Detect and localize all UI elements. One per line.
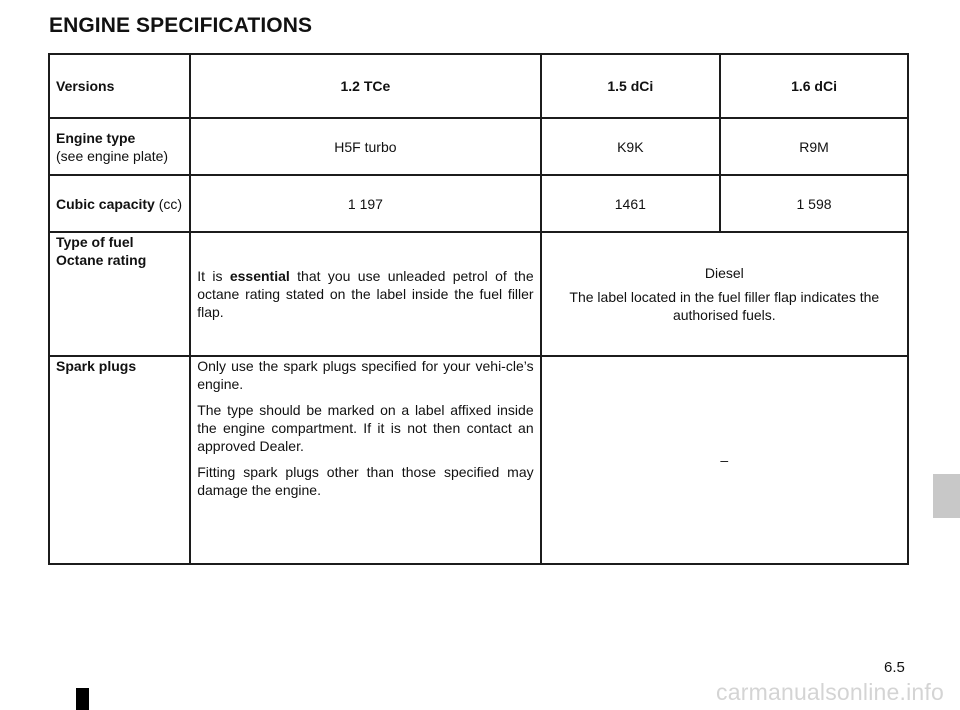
spark-plugs-label bbox=[49, 356, 190, 564]
fuel-label-octane: Octane rating bbox=[56, 252, 147, 268]
cubic-capacity-16dci: 1 598 bbox=[720, 175, 908, 232]
fuel-petrol-emphasis: essential bbox=[229, 268, 290, 284]
engine-spec-table bbox=[48, 53, 909, 565]
watermark: carmanualsonline.info bbox=[716, 679, 944, 705]
fuel-diesel-cell bbox=[541, 232, 908, 356]
fuel-label bbox=[49, 232, 190, 356]
crop-mark bbox=[76, 688, 89, 710]
spark-plugs-diesel-value: – bbox=[541, 356, 908, 564]
column-header-16dci: 1.6 dCi bbox=[720, 54, 908, 118]
engine-type-label bbox=[49, 118, 190, 175]
page-title: ENGINE SPECIFICATIONS bbox=[49, 14, 313, 37]
fuel-diesel-note: The label located in the fuel filler flap indicates the authorised fuels. bbox=[569, 289, 880, 323]
table-row-engine-type bbox=[49, 118, 908, 175]
fuel-petrol-note bbox=[190, 232, 540, 356]
versions-header: Versions bbox=[49, 54, 190, 118]
fuel-petrol-prefix: It is bbox=[197, 268, 230, 284]
cubic-capacity-15dci: 1461 bbox=[541, 175, 720, 232]
engine-type-label-title: Engine type bbox=[56, 129, 136, 146]
fuel-label-type: Type of fuel bbox=[56, 234, 134, 250]
spark-plugs-para-3: Fitting spark plugs other than those specified may damage the engine. bbox=[197, 464, 534, 498]
table-row-spark-plugs bbox=[49, 356, 908, 564]
table-row-cubic-capacity bbox=[49, 175, 908, 232]
engine-type-label-note: (see engine plate) bbox=[56, 147, 169, 164]
fuel-diesel-value: Diesel bbox=[704, 265, 744, 281]
page-number: 6.5 bbox=[884, 659, 905, 676]
column-header-15dci: 1.5 dCi bbox=[541, 54, 720, 118]
table-row-fuel bbox=[49, 232, 908, 356]
engine-type-tce: H5F turbo bbox=[190, 118, 540, 175]
spark-plugs-para-1: Only use the spark plugs specified for your vehi-cle’s engine. bbox=[197, 358, 534, 392]
cubic-capacity-tce: 1 197 bbox=[190, 175, 540, 232]
spark-plugs-para-2: The type should be marked on a label affixed inside the engine compartment. If it is not then contact an approved Dealer. bbox=[197, 402, 534, 454]
spark-plugs-label-text: Spark plugs bbox=[56, 358, 137, 374]
cubic-capacity-label-title: Cubic capacity bbox=[56, 195, 155, 212]
engine-type-15dci: K9K bbox=[541, 118, 720, 175]
cubic-capacity-label bbox=[49, 175, 190, 232]
table-header-row bbox=[49, 54, 908, 118]
column-header-tce: 1.2 TCe bbox=[190, 54, 540, 118]
cubic-capacity-unit: (cc) bbox=[154, 195, 183, 212]
fuel-petrol-suffix: that you use unleaded petrol of the octane rating stated on the label inside the fuel filler flap. bbox=[197, 268, 534, 320]
chapter-thumb-tab bbox=[933, 474, 960, 518]
spark-plugs-petrol-cell bbox=[190, 356, 540, 564]
engine-type-16dci: R9M bbox=[720, 118, 908, 175]
